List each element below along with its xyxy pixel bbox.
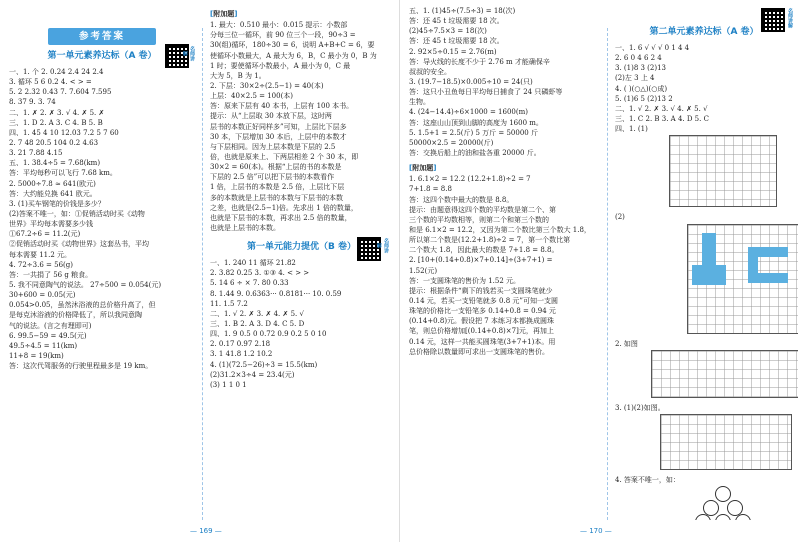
answer-line: 50000×2.5 = 20000(斤) <box>409 138 494 147</box>
qr-label: 名师讲解 <box>787 8 793 28</box>
answer-line: 2. 0.17 0.97 2.18 <box>210 340 271 349</box>
answer-item <box>615 212 793 338</box>
answer-item <box>615 43 793 53</box>
answer-line: 30 本，下层增加 30 本后，上层中的本数才 <box>210 132 347 141</box>
answer-line: 一、1. 个 2. 0.24 2.4 24 2.4 <box>9 68 104 77</box>
answer-line: 也就是下层书的本数，再求出 2.5 倍的数量， <box>210 213 352 222</box>
page-number: — 169 — <box>190 526 222 535</box>
answer-line: 1 时；要使循环小数最小，A 最小为 0，C 最 <box>210 61 351 70</box>
answer-line: (3) 1 1 0 1 <box>210 380 247 389</box>
answer-line: 答：这次代驾服务的行驶里程最多是 19 km。 <box>9 362 153 371</box>
answer-item <box>615 53 793 63</box>
answer-line: 5. (1)6 5 (2)13 2 <box>615 94 673 103</box>
answer-line: 2. 5000÷7.8 ≈ 641(欧元) <box>9 179 96 188</box>
column-divider <box>202 28 203 520</box>
answer-line: 3. (1)(2)如图。 <box>615 404 665 413</box>
answer-line: 四、1. 45 4 10 12.03 7.2 5 7 60 <box>9 128 119 137</box>
answer-line: (2)答案不唯一，如：①促销活动时买《动物 <box>9 210 145 219</box>
answer-line: 上层：40×2.5 = 100(本) <box>210 92 294 101</box>
answer-line: (0.14+0.8)元。假设把 7 本练习本都换成圆珠 <box>409 317 554 326</box>
section-title-text: 第一单元能力提优（B 卷） <box>247 242 356 253</box>
answer-list-unit1-b <box>210 258 393 390</box>
answer-line: 5. 我不同意陶气的说法。 27÷500 = 0.054(元) <box>9 281 162 289</box>
answer-item <box>615 114 793 124</box>
answer-line: 一、1. 240 11 循环 21.82 <box>210 259 296 268</box>
extra-answer-list <box>210 20 393 233</box>
answer-line: 一、1. 6 √ √ √ 0 1 4 4 <box>615 44 690 53</box>
answer-line: 叔叔的安全。 <box>409 67 451 76</box>
answer-line: 与下层相同。因为上层本数是下层的 2.5 <box>210 142 336 151</box>
page-number: — 170 — <box>580 526 612 535</box>
answer-line: 五、1. (1)45÷(7.5÷3) = 18(次) <box>409 7 516 15</box>
answer-item <box>615 124 793 212</box>
answer-line: (2)左 3 上 4 <box>615 74 655 83</box>
answer-line: 30+600 = 0.05(元) <box>9 291 76 300</box>
answer-line: 答：这只小丑鱼每日平均每日捕食了 24 只磷虾等 <box>409 88 563 97</box>
section-title-unit1-a <box>9 46 195 63</box>
left-column-2 <box>205 6 398 520</box>
answer-line: 5. 2 2.32 0.43 7. 7.604 7.595 <box>9 88 112 97</box>
answer-line: 大为 5，B 为 1。 <box>210 71 266 80</box>
answer-item <box>615 475 793 520</box>
answer-line: 答：还 45 t 垃圾需要 18 次。 <box>409 37 504 46</box>
answer-line: 倍，也就是原来上、下两层相差 2 个 30 本，即 <box>210 152 359 161</box>
answer-line: 2. 下层：30×2÷(2.5−1) = 40(本) <box>210 81 324 90</box>
answer-line: 二、1. ✗ 2. ✗ 3. √ 4. ✗ 5. ✗ <box>9 108 105 117</box>
answer-line: 四、1. (1) <box>615 125 648 134</box>
answer-line: 之差，也就是(2.5−1)倍。先求出 1 倍的数量， <box>210 203 358 212</box>
section-title-text: 第一单元素养达标（A 卷） <box>47 51 157 61</box>
extra-questions-heading: [ 附加题 ] <box>409 163 599 173</box>
answer-line: 二、1. √ 2. ✗ 3. ✗ 4. ✗ 5. √ <box>210 309 304 318</box>
answer-line: 3. (1)买车钢笔的价钱是多少？ <box>9 199 105 208</box>
shaded-shape <box>692 265 726 285</box>
answer-line: 1.52(元) <box>409 266 438 275</box>
answer-line: 多的本数就是上层书的本数与下层书的本数 <box>210 193 343 202</box>
answer-line: 使循环小数最大，A 最大为 6，B，C 最小为 0，B 为 <box>210 51 377 60</box>
answer-list-unit2-a <box>615 43 793 520</box>
answer-line: 提示：由题意得这四个数的平均数是第二个、第 <box>409 205 556 214</box>
answer-line: 三、1. B 2. A 3. D 4. C 5. D <box>210 319 305 328</box>
answer-line: 笔，则总价格增加[(0.14+0.8)×7]元，再加上 <box>409 327 554 336</box>
column-divider <box>607 28 608 520</box>
answer-line: 所以第二个数是(12.2+1.8)÷2 = 7，第一个数比第 <box>409 236 571 245</box>
answer-banner: 参考答案 <box>48 28 156 45</box>
answer-line: 3. 循环 5 6 0.2 4. < > = <box>9 78 92 87</box>
answer-line: 和是 6.1×2 = 12.2，又因为第二个数比第三个数大 1.8， <box>409 225 591 234</box>
answer-line: (2) <box>615 213 625 222</box>
answer-list-unit1-b-cont <box>409 6 599 158</box>
answer-line: 0.054>0.05，虽然沐浴液的总价格升高了，但 <box>9 301 156 310</box>
answer-line: 三个数的平均数相等，则第二个和第三个数的 <box>409 215 549 224</box>
answer-line: 6. 99.5−59 = 49.5(元) <box>9 331 87 340</box>
answer-line: (2)31.2×3÷4 = 23.4(元) <box>210 370 295 379</box>
answer-item <box>615 63 793 73</box>
answer-line: 答：原来下层有 40 本书，上层有 100 本书。 <box>210 102 354 111</box>
answer-line: 答：还 45 t 垃圾需要 18 次。 <box>409 17 504 26</box>
answer-line: ①67.2÷6 = 11.2(元) <box>9 230 81 239</box>
grid-figure <box>687 224 798 334</box>
answer-line: 49.5÷4.5 = 11(km) <box>9 341 78 350</box>
right-page <box>400 0 800 542</box>
qr-code-icon[interactable] <box>761 8 785 32</box>
answer-line: 0.14 元，这样一共能买圆珠笔(3+7+1)本。用 <box>409 337 556 346</box>
answer-line: ②促销活动时买《动物世界》这套丛书，平均 <box>9 240 149 249</box>
answer-line: 4. ( )(○△)(○成) <box>615 84 668 93</box>
answer-line: 答：交换后船上的油和盐各重 20000 斤。 <box>409 148 541 157</box>
answer-item <box>615 84 793 94</box>
qr-label: 名师讲解 <box>181 46 195 62</box>
answer-line: 答：一支圆珠笔的售价为 1.52 元。 <box>409 276 521 285</box>
section-title-unit1-b <box>210 238 393 254</box>
answer-line: 生物。 <box>409 98 430 107</box>
answer-line: 8. 37 9. 3. 74 <box>9 98 56 107</box>
answer-line: 也就是上层书的本数。 <box>210 223 280 232</box>
answer-line: 4. 72÷3.6 = 56(g) <box>9 260 73 269</box>
extra-answer-list <box>409 174 599 357</box>
answer-line: 2. 如图 <box>615 339 638 348</box>
answer-line: 是每克沐浴液的价格降低了，所以我同意陶 <box>9 311 142 320</box>
answer-line: 4. (24−14.4)÷6×1000 = 1600(m) <box>409 108 528 117</box>
answer-line: 提示：根据条件“剩下的钱若买一支圆珠笔就少 <box>409 286 553 295</box>
answer-line: 0.14 元，若买一支铅笔就多 0.8 元”可知一支圆 <box>409 296 558 305</box>
circle-pattern-figure <box>675 486 785 520</box>
answer-line: 五、1. 38.4÷5 = 7.68(km) <box>9 159 101 168</box>
answer-line: 三、1. D 2. A 3. C 4. B 5. B <box>9 118 103 127</box>
circle-shape <box>735 514 751 520</box>
answer-line: 答：一共捐了 56 g 粮食。 <box>9 270 93 279</box>
grid-figure <box>651 350 798 398</box>
answer-line: 4. (1)(72.5−26)÷3 = 15.5(km) <box>210 360 318 369</box>
answer-line: 三、1. C 2. B 3. A 4. D 5. C <box>615 115 709 124</box>
answer-line: 答：导火线的长度不少于 2.76 m 才能确保辛 <box>409 57 550 66</box>
answer-list-unit1-a <box>9 67 195 371</box>
shaded-shape <box>748 273 788 283</box>
answer-line: 下层的 2.5 倍”可以把下层书的本数看作 <box>210 173 335 182</box>
answer-line: 1 倍，上层书的本数是 2.5 倍，上层比下层 <box>210 183 345 192</box>
answer-line: 气的说法。(言之有理即可) <box>9 321 92 330</box>
answer-line: 3. 21 7.88 4.15 <box>9 149 63 158</box>
qr-label: 名师讲解 <box>375 238 389 254</box>
answer-line: (2)45÷7.5×3 = 18(次) <box>409 27 487 36</box>
answer-item <box>615 339 793 403</box>
answer-line: 层书的本数正好同样多”可知，上层比下层多 <box>210 122 347 131</box>
answer-line: 1. 最大：0.510 最小：0.015 提示：小数部 <box>210 21 348 30</box>
answer-line: 11. 1.5 7.2 <box>210 299 248 308</box>
answer-line: 二个数大 1.8，因此最大的数是 7+1.8 = 8.8。 <box>409 246 559 255</box>
answer-line: 珠笔的价格比一支铅笔多 0.14+0.8 = 0.94 元 <box>409 307 556 316</box>
grid-figure <box>660 414 792 470</box>
answer-line: 提示：从“上层取 30 本放下层，这时两 <box>210 112 332 121</box>
answer-item <box>615 403 793 475</box>
answer-line: 分每三位一循环，前 90 位三个一段，90÷3 = <box>210 31 356 40</box>
answer-line: 1. 6.1×2 = 12.2 (12.2+1.8)÷2 = 7 <box>409 175 531 184</box>
answer-line: 3. 1 41.8 1.2 10.2 <box>210 350 273 359</box>
answer-line: 4. 答案不唯一，如： <box>615 476 680 485</box>
answer-line: 8. 1.44 9. 0.6363··· 0.8181··· 10. 0.59 <box>210 289 342 298</box>
answer-line: 2. 92×5÷0.15 = 2.76(m) <box>409 47 497 56</box>
extra-questions-heading: [ 附加题 ] <box>210 9 393 19</box>
left-column-1 <box>4 22 200 520</box>
answer-line: 2. 3.82 0.25 3. ①③ 4. < > > <box>210 269 310 278</box>
answer-line: 2. [10+(0.14+0.8)×7+0.14]÷(3+7+1) = <box>409 256 553 265</box>
answer-line: 2. 7 48 20.5 104 0.2 4.63 <box>9 139 99 148</box>
answer-line: 答：这座山山顶到山脚的高度为 1600 m。 <box>409 118 543 127</box>
right-column-1 <box>404 6 604 520</box>
answer-item <box>615 73 793 83</box>
answer-line: 答：大约能兑换 641 欧元。 <box>9 189 97 198</box>
answer-line: 世界》平均每本需要多少钱 <box>9 220 93 229</box>
answer-line: 3. (1)8 3 (2)13 <box>615 64 666 73</box>
circle-shape <box>715 514 731 520</box>
answer-line: 11+8 = 19(km) <box>9 351 64 360</box>
answer-line: 答：平均每秒可以飞行 7.68 km。 <box>9 169 117 178</box>
answer-line: 5. 1.5+1 = 2.5(斤) 5 万斤 = 50000 斤 <box>409 128 538 137</box>
answer-line: 7+1.8 = 8.8 <box>409 185 452 194</box>
answer-item <box>615 104 793 114</box>
circle-shape <box>715 486 731 502</box>
answer-line: 2. 6 0 4 6 2 4 <box>615 54 662 63</box>
answer-line: 二、1. √ 2. ✗ 3. √ 4. ✗ 5. √ <box>615 104 708 113</box>
answer-line: 每本需要 11.2 元。 <box>9 250 72 259</box>
answer-item <box>615 94 793 104</box>
answer-line: 5. 14 6 ÷ × 7. 80 0.33 <box>210 279 289 288</box>
answer-line: 3. (19.7−18.5)×0.005÷10 = 24(只) <box>409 77 533 86</box>
answer-line: 30(组)循环，180÷30 = 6，说明 A+B+C = 6，要 <box>210 41 375 50</box>
answer-line: 30×2 = 60(本)。根据“上层的书的本数是 <box>210 163 342 172</box>
right-column-2 <box>610 6 798 520</box>
answer-line: 答：这四个数中最大的数是 8.8。 <box>409 195 514 204</box>
section-title-text: 第二单元素养达标（A 卷） <box>649 27 759 37</box>
grid-figure <box>669 135 777 207</box>
answer-line: 四、1. 9 0.5 0 0.72 0.9 0.2 5 0 10 <box>210 330 327 339</box>
answer-line: 总价格除以数量即可求出一支圆珠笔的售价。 <box>409 347 549 356</box>
section-title-unit2-a <box>615 8 793 39</box>
